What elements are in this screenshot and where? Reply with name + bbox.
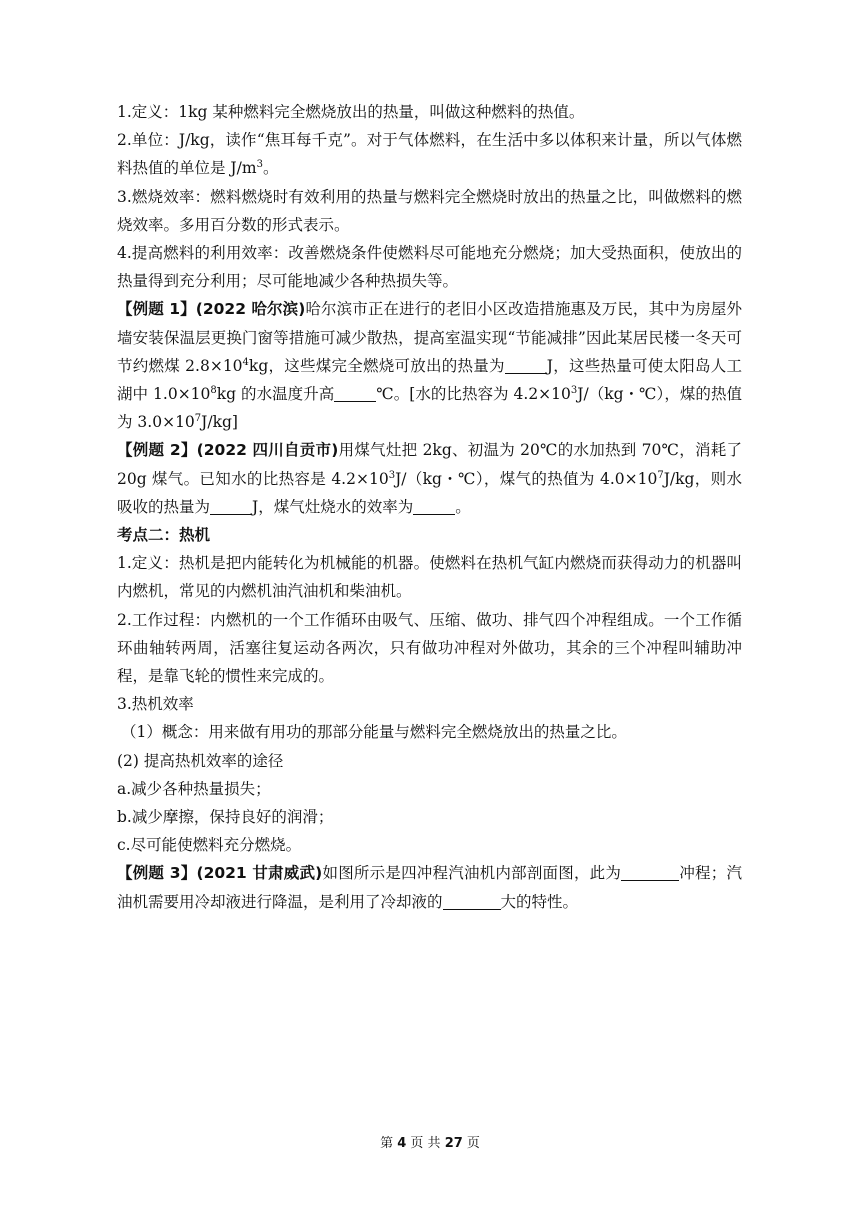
example-1-sup: 7: [194, 413, 202, 425]
work-process: 2.工作过程：内燃机的一个工作循环由吸气、压缩、做功、排气四个冲程组成。一个工作循环曲轴转两周，活塞往复运动各两次，只有做功冲程对外做功，其余的三个冲程叫辅助冲程，是靠飞轮的惯性来完成的。: [117, 610, 742, 686]
answer-blank[interactable]: [413, 498, 455, 515]
answer-blank[interactable]: [443, 893, 501, 910]
example-1: [117, 295, 742, 436]
unit-paragraph: [117, 126, 742, 182]
example-2-text: J/（kg・℃），煤气的热值为 4.0×10: [395, 469, 658, 488]
unit-text: 2.单位：J/kg，读作“焦耳每千克”。对于气体燃料，在生活中多以体积来计量，所以气体燃料热值的单位是 J/m: [117, 131, 742, 178]
utilization-paragraph: 4.提高燃料的利用效率：改善燃烧条件使燃料尽可能地充分燃烧；加大受热面积，使放出的热量得到充分利用；尽可能地减少各种热损失等。: [117, 244, 742, 291]
unit-superscript: 3: [256, 159, 263, 171]
heat-engine-definition: 1.定义：热机是把内能转化为机械能的机器。使燃料在热机气缸内燃烧而获得动力的机器叫内燃机，常见的内燃机油汽油机和柴油机。: [117, 554, 742, 601]
example-3: [117, 859, 742, 915]
engine-efficiency: 3.热机效率: [117, 695, 194, 714]
definition-paragraph: 1.定义：1kg 某种燃料完全燃烧放出的热量，叫做这种燃料的热值。: [117, 103, 585, 121]
example-2-sup: 7: [657, 469, 664, 481]
example-3-text: 如图所示是四冲程汽油机内部剖面图，此为: [322, 864, 622, 883]
example-3-label: 【例题 3】(2021 甘肃威武): [117, 864, 323, 883]
page-number: 4: [397, 1136, 407, 1151]
example-1-sup: 4: [242, 356, 249, 368]
total-pages: 27: [444, 1136, 463, 1151]
example-1-text: J，这些热量可使太阳岛人工湖中 1.0×10: [117, 356, 742, 404]
example-1-text: ℃。[水的比热容为 4.2×10: [376, 385, 571, 404]
example-3-text: 冲程；汽油机需要用冷却液进行降温，是利用了冷却液的: [117, 864, 742, 911]
methods-heading: (2) 提高热机效率的途径: [117, 751, 284, 770]
answer-blank[interactable]: [210, 498, 252, 515]
footer-text: 第: [380, 1136, 394, 1151]
page-footer: [0, 1132, 860, 1151]
method-c: c.尽可能使燃料充分燃烧。: [117, 836, 302, 855]
footer-text: 页: [466, 1136, 480, 1151]
answer-blank[interactable]: [334, 386, 376, 403]
unit-text-end: 。: [262, 159, 279, 178]
example-1-sup: 3: [570, 384, 578, 396]
example-1-text: 哈尔滨市正在进行的老旧小区改造措施惠及万民，其中为房屋外墙安装保温层更换门窗等措施可减少散热，提高室温实现“节能减排”因此某居民楼一冬天可节约燃煤 2.8×10: [117, 300, 742, 375]
example-2-sup: 3: [388, 469, 396, 481]
example-1-text: kg，这些煤完全燃烧可放出的热量为: [248, 356, 505, 375]
example-2-text: 。: [455, 497, 471, 516]
answer-blank[interactable]: [505, 357, 547, 374]
example-2-text: J/kg，则水吸收的热量为: [117, 469, 742, 516]
section-heading: 考点二：热机: [117, 526, 211, 545]
example-1-sup: 8: [210, 384, 217, 396]
footer-text: 页 共: [410, 1136, 441, 1151]
method-a: a.减少各种热量损失；: [117, 779, 271, 798]
example-1-text: kg 的水温度升高: [216, 385, 335, 404]
document-page: [117, 98, 742, 916]
answer-blank[interactable]: [621, 865, 679, 882]
example-2-text: J，煤气灶烧水的效率为: [252, 497, 414, 516]
example-2-text: 用煤气灶把 2kg、初温为 20℃的水加热到 70℃，消耗了 20g 煤气。已知水的比热容是 4.2×10: [117, 441, 742, 488]
example-3-text: 大的特性。: [500, 892, 579, 911]
example-1-text: J/（kg・℃），煤的热值为 3.0×10: [117, 385, 742, 432]
example-1-text: J/kg]: [201, 413, 238, 432]
example-1-label: 【例题 1】(2022 哈尔滨): [117, 300, 306, 319]
example-2-label: 【例题 2】(2022 四川自贡市): [117, 441, 339, 460]
example-2: [117, 436, 742, 521]
concept-item: （1）概念：用来做有用功的那部分能量与燃料完全燃烧放出的热量之比。: [121, 723, 627, 742]
efficiency-paragraph: 3.燃烧效率：燃料燃烧时有效利用的热量与燃料完全燃烧时放出的热量之比，叫做燃料的燃烧效率。多用百分数的形式表示。: [117, 187, 742, 234]
method-b: b.减少摩擦，保持良好的润滑；: [117, 808, 334, 827]
